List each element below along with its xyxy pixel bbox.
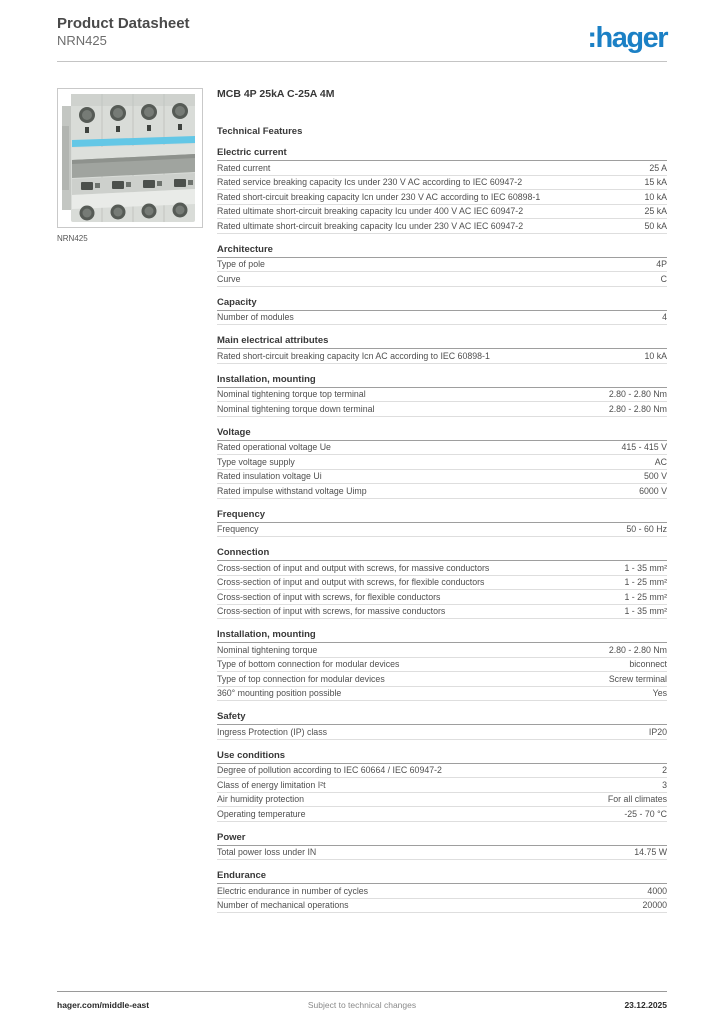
footer-date: 23.12.2025: [624, 1000, 667, 1010]
spec-section: [217, 427, 667, 499]
spec-label: Rated ultimate short-circuit breaking capacity Icu under 400 V AC IEC 60947-2: [217, 206, 524, 216]
spec-row: [217, 523, 667, 538]
footer-divider: [57, 991, 667, 992]
spec-section: [217, 832, 667, 861]
spec-value: 6000 V: [639, 485, 667, 496]
spec-value: 4P: [656, 259, 667, 269]
spec-value: 415 - 415 V: [621, 442, 667, 452]
spec-value: 15 kA: [644, 177, 667, 187]
spec-value: 2.80 - 2.80 Nm: [608, 389, 667, 399]
spec-label: Rated service breaking capacity Ics under 230 V AC according to IEC 60947-2: [217, 177, 523, 187]
spec-label: Electric endurance in number of cycles: [217, 885, 369, 896]
spec-section: [217, 870, 667, 913]
header-divider: [57, 61, 667, 62]
section-rows: [217, 523, 667, 538]
section-heading: Installation, mounting: [217, 629, 667, 643]
footer-website: hager.com/middle-east: [57, 1000, 150, 1010]
spec-value: 20000: [642, 900, 667, 910]
spec-label: Nominal tightening torque down terminal: [217, 403, 375, 414]
spec-row: [217, 884, 667, 899]
spec-row: [217, 311, 667, 326]
spec-value: Yes: [652, 688, 667, 698]
spec-value: biconnect: [629, 659, 667, 669]
spec-section: [217, 711, 667, 740]
spec-row: [217, 846, 667, 861]
spec-row: [217, 658, 667, 673]
page-header: [57, 15, 667, 55]
product-image-column: [57, 88, 203, 913]
section-heading: Power: [217, 832, 667, 846]
section-heading: Capacity: [217, 297, 667, 311]
spec-row: [217, 687, 667, 702]
section-heading: Installation, mounting: [217, 374, 667, 388]
spec-label: Cross-section of input and output with screws, for flexible conductors: [217, 577, 485, 587]
spec-value: 50 - 60 Hz: [626, 524, 667, 534]
section-heading: Use conditions: [217, 750, 667, 764]
spec-label: Cross-section of input and output with screws, for massive conductors: [217, 562, 490, 573]
footer-note: Subject to technical changes: [307, 1000, 417, 1010]
spec-row: [217, 764, 667, 779]
section-rows: [217, 846, 667, 861]
section-rows: [217, 643, 667, 701]
spec-label: Total power loss under IN: [217, 847, 317, 857]
spec-label: Ingress Protection (IP) class: [217, 726, 327, 737]
spec-row: [217, 778, 667, 793]
spec-label: Degree of pollution according to IEC 60664 / IEC 60947-2: [217, 765, 442, 775]
spec-label: Rated insulation voltage Ui: [217, 471, 322, 481]
specs-column: [217, 88, 667, 913]
spec-section: [217, 244, 667, 287]
spec-row: [217, 161, 667, 176]
section-rows: [217, 561, 667, 619]
spec-label: Rated short-circuit breaking capacity Icn AC according to IEC 60898-1: [217, 350, 490, 361]
spec-row: [217, 899, 667, 914]
spec-value: 1 - 35 mm²: [624, 562, 667, 573]
spec-section: [217, 629, 667, 701]
spec-value: 10 kA: [644, 191, 667, 202]
spec-label: Number of modules: [217, 312, 294, 322]
spec-label: Nominal tightening torque top terminal: [217, 389, 366, 399]
spec-value: 2.80 - 2.80 Nm: [608, 644, 667, 655]
spec-value: -25 - 70 °C: [624, 808, 667, 819]
spec-value: Screw terminal: [608, 673, 667, 684]
product-image-caption: NRN425: [57, 234, 88, 243]
body-area: [57, 88, 667, 913]
mcb-product-photo: [61, 92, 199, 224]
spec-row: [217, 219, 667, 234]
header-text-block: [57, 15, 190, 49]
spec-label: Rated ultimate short-circuit breaking capacity Icu under 230 V AC IEC 60947-2: [217, 220, 524, 231]
section-rows: [217, 764, 667, 822]
section-rows: [217, 161, 667, 234]
page-title: Product Datasheet: [57, 15, 190, 32]
spec-row: [217, 402, 667, 417]
spec-row: [217, 672, 667, 687]
spec-label: Type voltage supply: [217, 456, 295, 467]
spec-label: Number of mechanical operations: [217, 900, 349, 910]
spec-label: Type of top connection for modular devices: [217, 673, 385, 684]
spec-value: AC: [654, 456, 667, 467]
spec-value: 1 - 25 mm²: [624, 577, 667, 587]
spec-label: Type of bottom connection for modular devices: [217, 659, 400, 669]
spec-row: [217, 190, 667, 205]
section-rows: [217, 388, 667, 417]
spec-value: 50 kA: [644, 220, 667, 231]
product-image: [57, 88, 203, 228]
spec-value: 500 V: [644, 471, 667, 481]
section-rows: [217, 441, 667, 499]
spec-row: [217, 205, 667, 220]
spec-row: [217, 561, 667, 576]
spec-value: 2: [662, 765, 667, 775]
spec-section: [217, 509, 667, 538]
spec-value: 25 A: [649, 162, 667, 173]
spec-label: Frequency: [217, 524, 259, 534]
spec-row: [217, 807, 667, 822]
spec-row: [217, 258, 667, 273]
spec-row: [217, 576, 667, 591]
section-heading: Connection: [217, 547, 667, 561]
spec-sections: [217, 147, 667, 913]
spec-label: Air humidity protection: [217, 794, 305, 804]
spec-section: [217, 750, 667, 822]
spec-row: [217, 605, 667, 620]
spec-row: [217, 272, 667, 287]
section-heading: Frequency: [217, 509, 667, 523]
section-rows: [217, 258, 667, 287]
section-heading: Architecture: [217, 244, 667, 258]
page-footer: [57, 991, 667, 1010]
spec-value: 1 - 35 mm²: [624, 606, 667, 616]
spec-label: Rated current: [217, 162, 271, 173]
section-rows: [217, 725, 667, 740]
product-name: MCB 4P 25kA C-25A 4M: [217, 88, 335, 100]
spec-section: [217, 547, 667, 619]
spec-value: 3: [662, 779, 667, 790]
spec-section: [217, 374, 667, 417]
spec-row: [217, 470, 667, 485]
hager-logo: :hager: [587, 22, 667, 54]
spec-value: 25 kA: [644, 206, 667, 216]
spec-row: [217, 793, 667, 808]
spec-row: [217, 455, 667, 470]
spec-label: Curve: [217, 273, 241, 284]
spec-value: 1 - 25 mm²: [624, 591, 667, 602]
spec-label: Operating temperature: [217, 808, 306, 819]
spec-section: [217, 147, 667, 234]
section-rows: [217, 349, 667, 364]
spec-label: Cross-section of input with screws, for massive conductors: [217, 606, 446, 616]
section-heading: Voltage: [217, 427, 667, 441]
spec-section: [217, 297, 667, 326]
spec-value: IP20: [648, 726, 667, 737]
spec-label: Nominal tightening torque: [217, 644, 318, 655]
spec-value: C: [660, 273, 667, 284]
technical-features-heading: Technical Features: [217, 126, 303, 137]
spec-label: Rated impulse withstand voltage Uimp: [217, 485, 367, 496]
spec-label: 360° mounting position possible: [217, 688, 342, 698]
spec-row: [217, 643, 667, 658]
spec-label: Type of pole: [217, 259, 265, 269]
spec-value: 4: [662, 312, 667, 322]
section-rows: [217, 884, 667, 913]
page-subtitle: NRN425: [57, 33, 107, 48]
spec-row: [217, 725, 667, 740]
spec-row: [217, 484, 667, 499]
spec-row: [217, 590, 667, 605]
footer-row: [57, 1000, 667, 1010]
spec-row: [217, 441, 667, 456]
spec-row: [217, 176, 667, 191]
section-heading: Safety: [217, 711, 667, 725]
section-heading: Main electrical attributes: [217, 335, 667, 349]
section-heading: Endurance: [217, 870, 667, 884]
spec-value: 14.75 W: [634, 847, 667, 857]
spec-row: [217, 349, 667, 364]
spec-section: [217, 335, 667, 364]
section-rows: [217, 311, 667, 326]
spec-value: 10 kA: [644, 350, 667, 361]
spec-value: 4000: [647, 885, 667, 896]
spec-value: 2.80 - 2.80 Nm: [608, 403, 667, 414]
spec-label: Cross-section of input with screws, for flexible conductors: [217, 591, 441, 602]
spec-value: For all climates: [607, 794, 667, 804]
spec-row: [217, 388, 667, 403]
spec-label: Rated operational voltage Ue: [217, 442, 331, 452]
section-heading: Electric current: [217, 147, 667, 161]
spec-label: Class of energy limitation I²t: [217, 779, 326, 790]
spec-label: Rated short-circuit breaking capacity Icn under 230 V AC according to IEC 60898-1: [217, 191, 541, 202]
